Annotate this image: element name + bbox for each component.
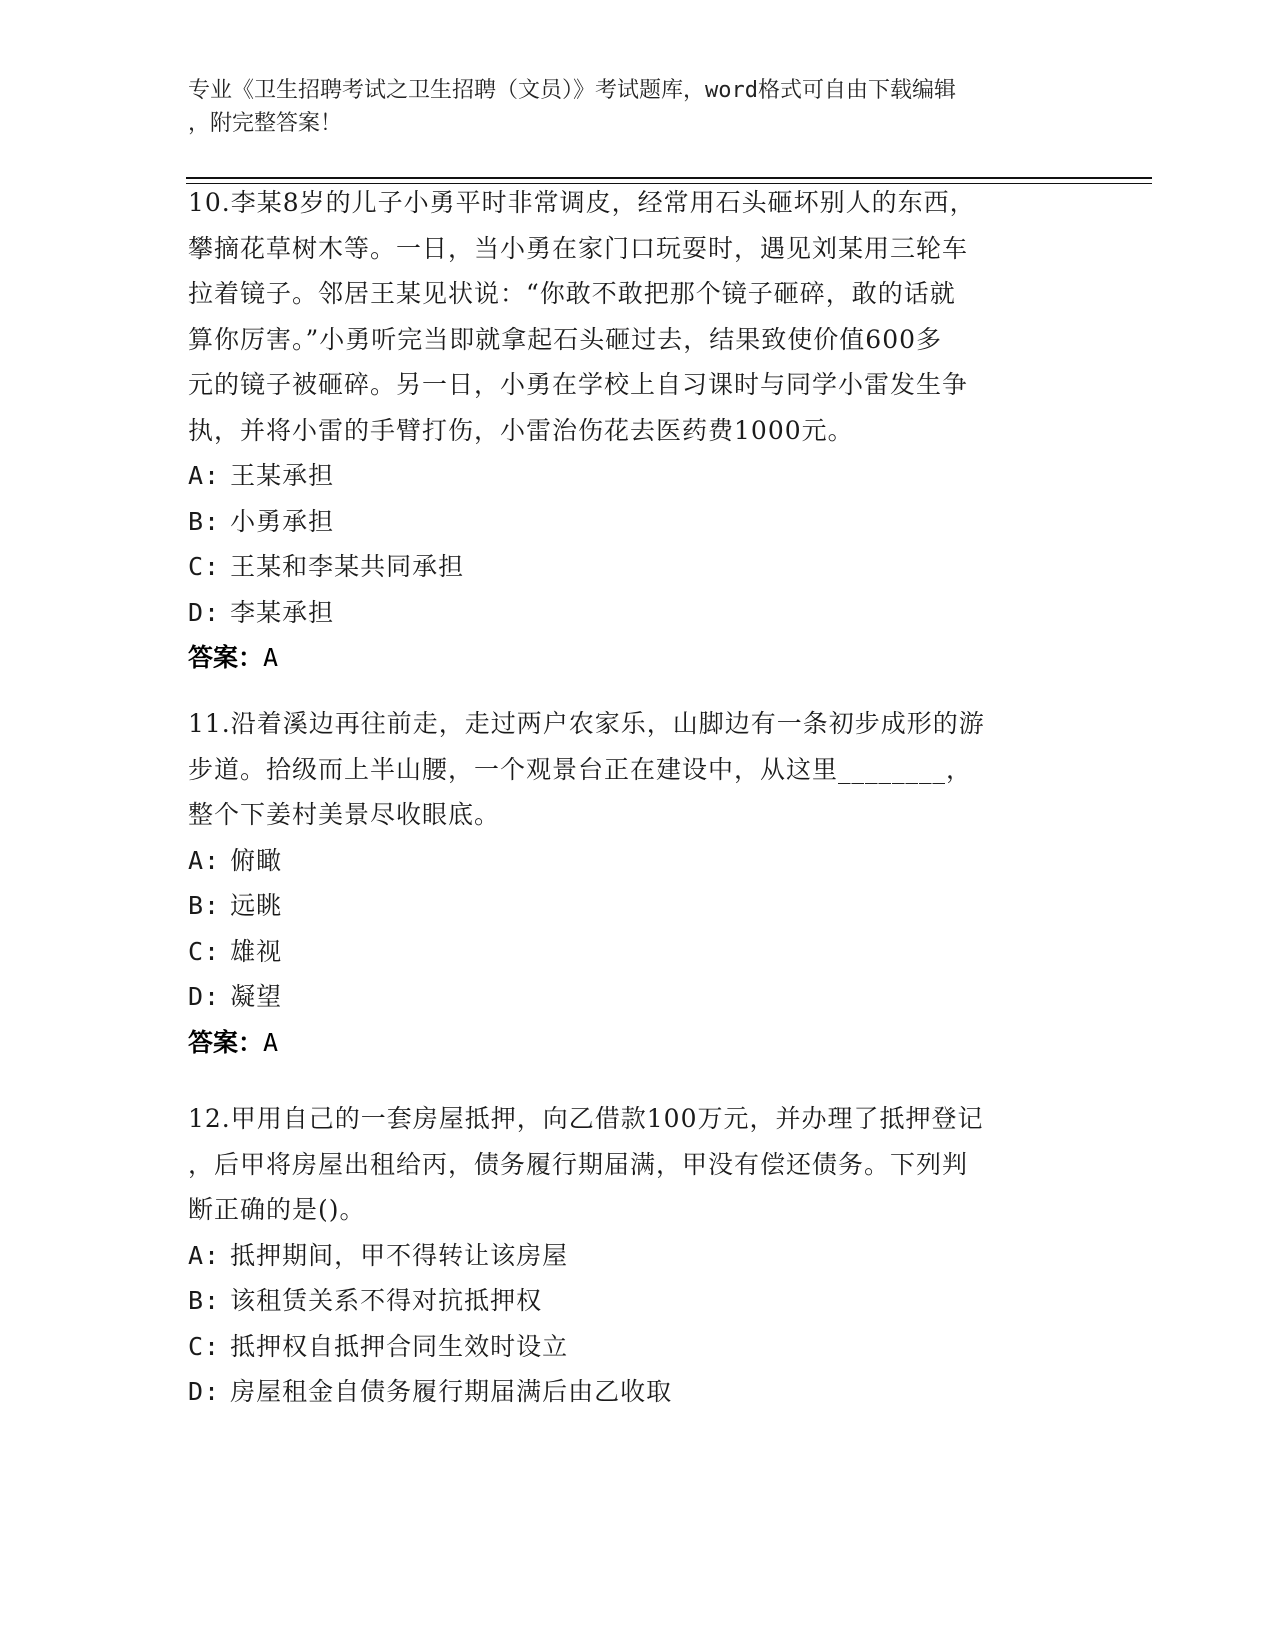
document-header — [188, 74, 1068, 140]
question-text-line: 执，并将小雷的手臂打伤，小雷治伤花去医药费1000元。 — [188, 415, 854, 445]
answer-label: 答案： — [188, 1027, 264, 1057]
question-12 — [188, 1096, 1088, 1415]
question-text-line: 元的镜子被砸碎。另一日，小勇在学校上自习课时与同学小雷发生争 — [188, 370, 969, 399]
question-text-line: 攀摘花草树木等。一日，当小勇在家门口玩耍时，遇见刘某用三轮车 — [188, 233, 969, 263]
option-c — [188, 544, 1088, 590]
option-text: 雄视 — [230, 936, 283, 966]
option-text: 俯瞰 — [230, 845, 283, 875]
answer-label: 答案： — [188, 643, 264, 672]
option-d — [188, 590, 1088, 636]
question-text-line: 12.甲用自己的一套房屋抵押，向乙借款100万元，并办理了抵押登记 — [188, 1104, 984, 1133]
option-key: A: — [188, 1240, 221, 1270]
option-key: B: — [188, 891, 221, 920]
option-text: 王某和李某共同承担 — [230, 552, 465, 581]
option-key: C: — [188, 1331, 221, 1361]
option-b — [188, 499, 1088, 545]
header-rule-thick — [186, 177, 1152, 179]
option-text: 凝望 — [230, 982, 283, 1011]
option-c — [188, 1324, 1088, 1370]
question-text-line: 断正确的是()。 — [188, 1195, 366, 1224]
answer-line — [188, 635, 1088, 681]
option-a — [188, 838, 1088, 884]
option-key: D: — [188, 982, 221, 1011]
option-text: 抵押权自抵押合同生效时设立 — [230, 1331, 569, 1361]
question-text-line: 10.李某8岁的儿子小勇平时非常调皮，经常用石头砸坏别人的东西， — [188, 188, 976, 217]
option-key: D: — [188, 1377, 221, 1406]
header-line-2: ，附完整答案！ — [188, 111, 343, 136]
option-a — [188, 1233, 1088, 1279]
question-text-line: 算你厉害。”小勇听完当即就拿起石头砸过去，结果致使价值600多 — [188, 324, 943, 354]
option-d — [188, 1369, 1088, 1415]
option-key: B: — [188, 506, 221, 536]
question-text-line: 整个下姜村美景尽收眼底。 — [188, 800, 501, 829]
option-key: B: — [188, 1286, 221, 1315]
question-text-line: 11.沿着溪边再往前走，走过两户农家乐，山脚边有一条初步成形的游 — [188, 709, 985, 738]
option-key: A: — [188, 461, 221, 490]
option-text: 王某承担 — [230, 461, 335, 490]
option-key: A: — [188, 845, 221, 875]
question-11 — [188, 701, 1088, 1065]
option-key: C: — [188, 552, 221, 581]
option-text: 抵押期间，甲不得转让该房屋 — [230, 1240, 569, 1270]
answer-line — [188, 1020, 1088, 1066]
option-text: 小勇承担 — [230, 506, 335, 536]
option-text: 该租赁关系不得对抗抵押权 — [230, 1286, 543, 1315]
option-key: C: — [188, 936, 221, 966]
question-text-line: 拉着镜子。邻居王某见状说：“你敢不敢把那个镜子砸碎，敢的话就 — [188, 279, 956, 308]
answer-value: A — [263, 1027, 279, 1057]
option-text: 房屋租金自债务履行期届满后由乙收取 — [230, 1377, 673, 1406]
option-a — [188, 453, 1088, 499]
option-c — [188, 929, 1088, 975]
question-text-line: ，后甲将房屋出租给丙，债务履行期届满，甲没有偿还债务。下列判 — [188, 1149, 969, 1179]
option-b — [188, 1278, 1088, 1324]
option-d — [188, 974, 1088, 1020]
answer-value: A — [263, 643, 279, 672]
option-key: D: — [188, 597, 221, 627]
option-text: 远眺 — [230, 891, 283, 920]
question-text-line: 步道。拾级而上半山腰，一个观景台正在建设中，从这里________， — [188, 754, 973, 784]
question-10 — [188, 180, 1088, 681]
header-line-1: 专业《卫生招聘考试之卫生招聘（文员）》考试题库，word格式可自由下载编辑 — [188, 78, 956, 103]
option-text: 李某承担 — [230, 597, 335, 627]
option-b — [188, 883, 1088, 929]
